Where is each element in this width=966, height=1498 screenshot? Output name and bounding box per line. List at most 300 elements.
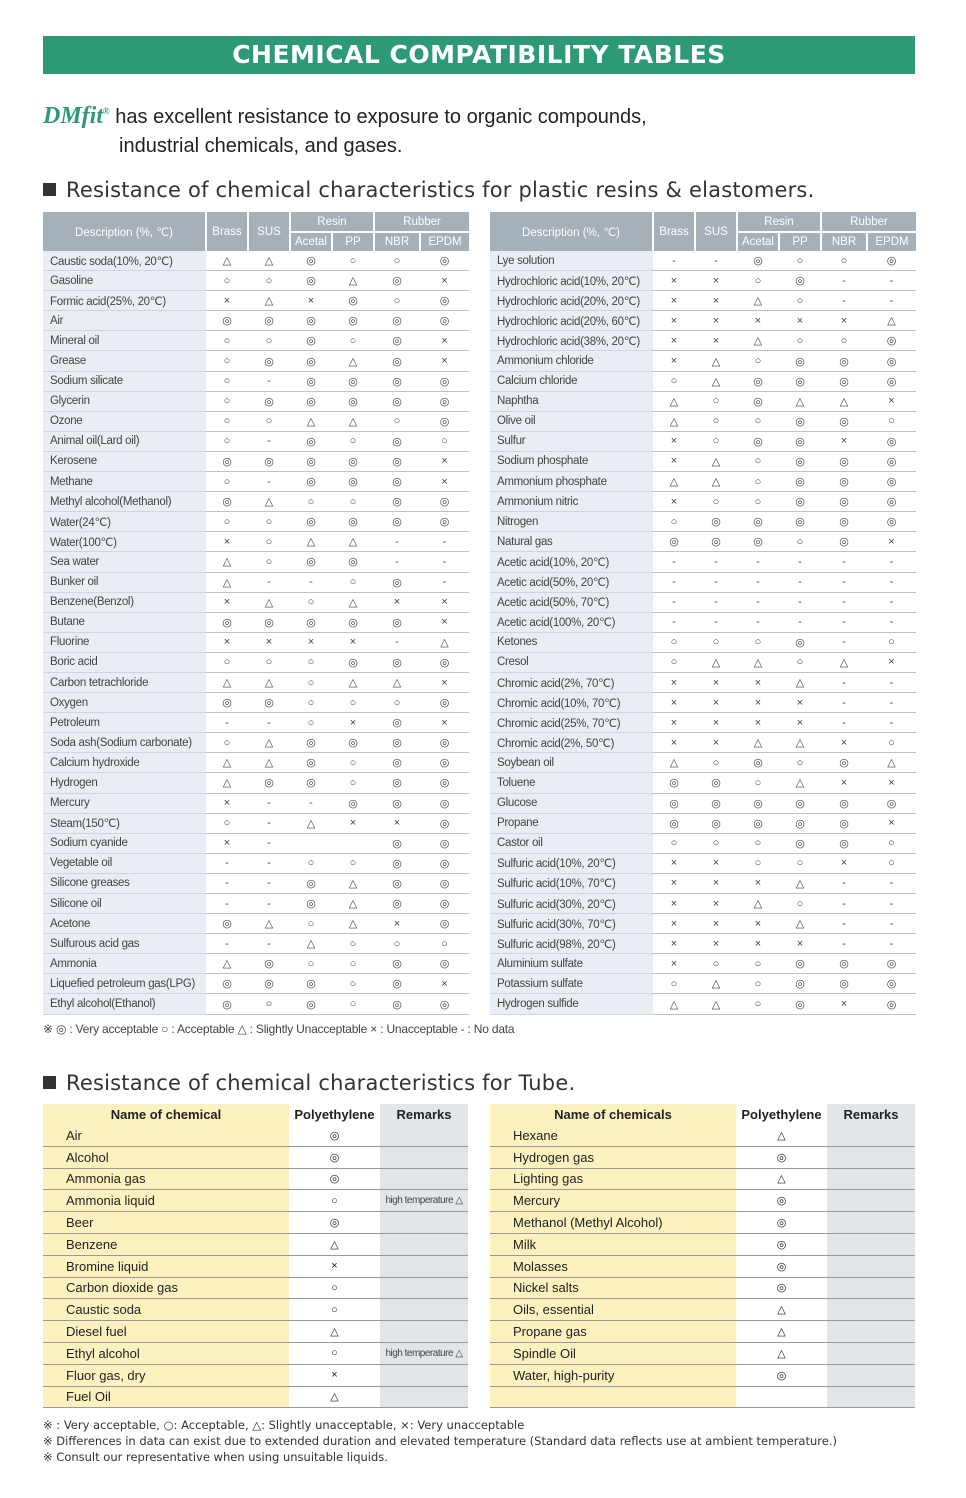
rating-cell: × [653,311,695,331]
polyethylene-rating: △ [289,1386,380,1408]
table-row [43,833,469,853]
rating-cell: ◎ [420,652,469,672]
rating-cell: ○ [695,492,737,512]
rating-cell: ◎ [821,351,867,371]
chemical-name: Water, high-purity [490,1364,736,1386]
rating-cell: - [867,934,916,954]
rating-cell: ○ [290,853,332,873]
chemical-name: Glucose [490,793,653,813]
polyethylene-rating: △ [736,1299,827,1321]
header-resin: Resin [290,212,374,232]
rating-cell: - [248,934,290,954]
table-row [490,934,916,954]
footnotes [43,1417,837,1465]
rating-cell: ◎ [248,311,290,331]
rating-cell: - [821,693,867,713]
rating-cell: ◎ [248,612,290,632]
rating-cell: × [653,492,695,512]
rating-cell: ◎ [374,572,420,592]
rating-cell [290,833,332,853]
table-row [490,813,916,833]
rating-cell: ◎ [867,472,916,492]
table-row [490,693,916,713]
rating-cell: ◎ [374,331,420,351]
rating-cell: ◎ [779,833,821,853]
chemical-name: Kerosene [43,451,206,471]
table-row [490,552,916,572]
chemical-name: Sulfuric acid(30%, 70℃) [490,914,653,934]
rating-cell: ○ [248,652,290,672]
rating-cell: ◎ [420,693,469,713]
rating-cell: ◎ [867,351,916,371]
rating-cell: - [821,592,867,612]
chemical-name: Benzene [43,1233,289,1255]
rating-cell: ◎ [867,251,916,271]
chemical-name: Sulfuric acid(98%, 20℃) [490,934,653,954]
rating-cell: - [420,532,469,552]
rating-cell: ◎ [290,351,332,371]
rating-cell: - [867,914,916,934]
polyethylene-rating: ◎ [736,1255,827,1277]
rating-cell: ◎ [374,492,420,512]
rating-cell: ○ [779,894,821,914]
chemical-name: Aluminium sulfate [490,954,653,974]
square-bullet-icon [43,183,56,196]
table-row [43,733,469,753]
table-row [490,291,916,311]
rating-cell: - [737,552,779,572]
rating-cell: × [867,532,916,552]
chemical-name: Acetic acid(50%, 70℃) [490,592,653,612]
rating-cell: × [695,693,737,713]
rating-cell: △ [332,592,374,612]
rating-cell: ○ [737,271,779,291]
table-row [490,994,916,1014]
polyethylene-rating: △ [736,1321,827,1343]
rating-cell: - [374,552,420,572]
table-row [43,1146,468,1168]
rating-cell: ◎ [867,954,916,974]
remarks-cell [827,1190,915,1212]
chemical-name: Carbon dioxide gas [43,1277,289,1299]
rating-cell: ◎ [374,271,420,291]
rating-cell: ◎ [779,351,821,371]
rating-cell: △ [332,873,374,893]
rating-cell: ○ [332,853,374,873]
rating-cell: ◎ [420,411,469,431]
rating-cell: - [420,572,469,592]
chemical-name: Oxygen [43,693,206,713]
chemical-name: Beer [43,1212,289,1234]
chemical-name: Sulfuric acid(30%, 20℃) [490,894,653,914]
rating-cell: △ [248,753,290,773]
table-row [490,1168,915,1190]
table-row [43,1255,468,1277]
table-row [43,552,469,572]
rating-cell: × [653,672,695,692]
chemical-name: Ammonium chloride [490,351,653,371]
rating-cell: - [821,291,867,311]
rating-cell: ◎ [374,311,420,331]
table-row [490,1364,915,1386]
chemical-name: Bromine liquid [43,1255,289,1277]
polyethylene-rating: ◎ [289,1212,380,1234]
rating-cell: × [206,793,248,813]
chemical-name: Sodium phosphate [490,451,653,471]
chemical-name: Hydrogen [43,773,206,793]
rating-cell: - [821,572,867,592]
rating-cell: × [737,693,779,713]
table-row [43,451,469,471]
resin-table-right [490,212,916,1015]
rating-cell: ◎ [779,411,821,431]
chemical-name: Benzene(Benzol) [43,592,206,612]
chemical-name: Toluene [490,773,653,793]
polyethylene-rating: ○ [289,1299,380,1321]
rating-cell: △ [290,411,332,431]
rating-cell: △ [332,271,374,291]
polyethylene-rating: △ [736,1125,827,1146]
rating-cell: × [420,271,469,291]
header-pp: PP [779,232,821,251]
rating-cell: ◎ [821,813,867,833]
rating-cell: ○ [374,693,420,713]
rating-cell: × [821,994,867,1014]
chemical-name: Animal oil(Lard oil) [43,431,206,451]
chemical-name: Alcohol [43,1146,289,1168]
chemical-name: Vegetable oil [43,853,206,873]
remarks-cell [380,1255,468,1277]
chemical-name: Fluorine [43,632,206,652]
rating-cell: × [737,934,779,954]
remarks-cell: high temperature △ [380,1190,468,1212]
rating-cell: ○ [867,632,916,652]
rating-cell: - [821,672,867,692]
rating-cell: × [653,914,695,934]
rating-cell: ◎ [290,773,332,793]
rating-cell: - [653,592,695,612]
header-acetal: Acetal [737,232,779,251]
rating-cell: ◎ [420,793,469,813]
chemical-name: Chromic acid(2%, 70℃) [490,672,653,692]
rating-cell: ◎ [779,431,821,451]
rating-cell: × [653,934,695,954]
table-row [43,371,469,391]
rating-cell: ◎ [420,773,469,793]
chemical-name: Diesel fuel [43,1321,289,1343]
rating-cell: ○ [248,331,290,351]
rating-cell: - [821,934,867,954]
rating-cell: ○ [695,753,737,773]
rating-cell: ◎ [248,351,290,371]
chemical-name: Ethyl alcohol [43,1342,289,1364]
rating-cell: ◎ [248,693,290,713]
rating-cell: △ [695,451,737,471]
rating-cell: ○ [695,833,737,853]
rating-cell: △ [867,311,916,331]
rating-cell: △ [248,251,290,271]
rating-cell: ◎ [779,994,821,1014]
table-row [490,1321,915,1343]
rating-cell: ◎ [332,733,374,753]
header-brass: Brass [653,212,695,251]
polyethylene-rating: ◎ [736,1146,827,1168]
table-row [43,251,469,271]
rating-cell: ◎ [867,793,916,813]
rating-cell: △ [248,492,290,512]
table-row [43,532,469,552]
rating-cell: ◎ [374,873,420,893]
rating-cell: △ [821,391,867,411]
chemical-name: Ammonium nitric [490,492,653,512]
polyethylene-rating: ○ [289,1190,380,1212]
chemical-name: Calcium hydroxide [43,753,206,773]
rating-cell: - [821,914,867,934]
rating-cell: × [737,713,779,733]
rating-cell: △ [779,773,821,793]
rating-cell: ◎ [290,391,332,411]
rating-cell: ○ [206,351,248,371]
table-row [43,592,469,612]
rating-cell: × [290,291,332,311]
rating-cell: ◎ [206,693,248,713]
footnote-1: ※ : Very acceptable, ○: Acceptable, △: Slightly unacceptable, ×: Very unacceptable [43,1418,525,1432]
rating-cell: ○ [779,652,821,672]
rating-cell: ◎ [420,914,469,934]
rating-cell: × [653,954,695,974]
chemical-name: Sodium cyanide [43,833,206,853]
remarks-cell [380,1299,468,1321]
rating-cell: △ [290,934,332,954]
rating-cell: △ [290,813,332,833]
rating-cell: ○ [374,411,420,431]
rating-cell: ○ [206,512,248,532]
chemical-name: Natural gas [490,532,653,552]
rating-cell: - [695,592,737,612]
remarks-cell [827,1364,915,1386]
rating-cell: ○ [206,733,248,753]
rating-cell: △ [332,351,374,371]
chemical-name: Ammonia liquid [43,1190,289,1212]
rating-cell: ○ [779,753,821,773]
table-row [490,632,916,652]
polyethylene-rating: ◎ [289,1146,380,1168]
chemical-name: Sea water [43,552,206,572]
chemical-name: Fuel Oil [43,1386,289,1408]
rating-cell: ◎ [332,612,374,632]
table-row [43,1190,468,1212]
chemical-name: Castor oil [490,833,653,853]
chemical-name: Air [43,1125,289,1146]
rating-cell: ◎ [374,451,420,471]
chemical-name: Sulfur [490,431,653,451]
rating-cell: × [653,271,695,291]
chemical-name: Ketones [490,632,653,652]
rating-cell: ○ [695,632,737,652]
rating-cell: △ [779,733,821,753]
chemical-name: Chromic acid(2%, 50℃) [490,733,653,753]
rating-cell: - [248,873,290,893]
chemical-name: Cresol [490,652,653,672]
rating-cell: ○ [290,592,332,612]
rating-cell: × [653,451,695,471]
table-row [490,1146,915,1168]
rating-cell: ◎ [290,271,332,291]
rating-cell: - [290,572,332,592]
rating-cell: ○ [867,853,916,873]
rating-cell: × [695,311,737,331]
chemical-name: Nickel salts [490,1277,736,1299]
rating-cell: × [737,873,779,893]
polyethylene-rating: △ [736,1342,827,1364]
rating-cell: ◎ [779,632,821,652]
footnote-2: ※ Differences in data can exist due to extended duration and elevated temperature (Standard data reflects use at ambient temperature.) [43,1434,837,1448]
rating-cell: × [420,672,469,692]
rating-cell: - [248,793,290,813]
rating-cell: △ [779,873,821,893]
table-row [490,431,916,451]
rating-cell: - [737,592,779,612]
rating-cell: ○ [737,954,779,974]
rating-cell: × [867,813,916,833]
rating-cell: × [653,291,695,311]
table-row [43,572,469,592]
intro-line-2: industrial chemicals, and gases. [119,135,403,157]
rating-cell: × [653,351,695,371]
rating-cell: ◎ [420,853,469,873]
polyethylene-rating: ◎ [736,1233,827,1255]
chemical-name: Methane [43,472,206,492]
table-row [490,914,916,934]
rating-cell: ○ [206,472,248,492]
rating-cell: × [420,351,469,371]
rating-cell: - [374,632,420,652]
rating-cell: ○ [737,773,779,793]
rating-cell: - [867,572,916,592]
section-title-tube: Resistance of chemical characteristics for Tube. [43,1071,575,1095]
rating-cell: ◎ [248,773,290,793]
rating-cell: ◎ [290,311,332,331]
table-row [43,411,469,431]
rating-cell: ◎ [290,894,332,914]
rating-cell: × [821,733,867,753]
remarks-cell [827,1299,915,1321]
rating-cell: ○ [737,994,779,1014]
rating-cell: - [821,894,867,914]
rating-cell: × [420,451,469,471]
rating-cell: △ [867,753,916,773]
header-resin: Resin [737,212,821,232]
rating-cell: ○ [290,492,332,512]
header-description: Description (%, ℃) [43,212,206,251]
table-row [490,351,916,371]
rating-cell: ◎ [290,612,332,632]
polyethylene-rating: △ [736,1168,827,1190]
rating-cell: ○ [779,853,821,873]
rating-cell: ○ [867,411,916,431]
rating-cell: - [821,632,867,652]
remarks-cell [827,1233,915,1255]
rating-cell: ○ [374,251,420,271]
header-epdm: EPDM [867,232,916,251]
chemical-name: Soda ash(Sodium carbonate) [43,733,206,753]
rating-cell: △ [206,572,248,592]
table-row [43,793,469,813]
table-row [43,713,469,733]
rating-cell: ○ [695,431,737,451]
rating-cell: × [695,853,737,873]
rating-cell: ○ [248,411,290,431]
rating-cell: ◎ [737,391,779,411]
table-row [43,974,469,994]
chemical-name: Water(100℃) [43,532,206,552]
rating-cell: × [737,914,779,934]
rating-cell: △ [206,672,248,692]
rating-cell: ○ [737,492,779,512]
chemical-name: Liquefied petroleum gas(LPG) [43,974,206,994]
polyethylene-rating: △ [289,1321,380,1343]
table-row [43,331,469,351]
rating-cell: ◎ [821,793,867,813]
rating-cell: ◎ [737,512,779,532]
rating-cell: - [821,271,867,291]
rating-cell: ○ [206,271,248,291]
rating-cell: - [867,713,916,733]
chemical-name: Acetic acid(100%, 20℃) [490,612,653,632]
rating-cell: - [653,612,695,632]
rating-cell: - [206,894,248,914]
remarks-cell [380,1233,468,1255]
header-rubber: Rubber [821,212,916,232]
rating-cell: ◎ [374,994,420,1014]
rating-cell: ◎ [653,532,695,552]
rating-cell: ○ [420,934,469,954]
chemical-name: Calcium chloride [490,371,653,391]
rating-cell: ◎ [332,652,374,672]
rating-cell: ◎ [374,351,420,371]
rating-cell: - [779,592,821,612]
rating-cell: - [653,251,695,271]
rating-cell: ◎ [737,251,779,271]
rating-cell: ◎ [374,652,420,672]
rating-cell: × [206,632,248,652]
rating-cell: - [867,693,916,713]
rating-cell: - [248,894,290,914]
rating-cell: ◎ [206,451,248,471]
rating-cell: ◎ [867,451,916,471]
rating-cell: × [332,632,374,652]
chemical-name: Milk [490,1233,736,1255]
rating-cell: △ [737,652,779,672]
rating-cell: ○ [695,954,737,974]
rating-cell: ◎ [420,291,469,311]
table-row [43,472,469,492]
rating-cell: × [695,672,737,692]
rating-cell: ◎ [374,371,420,391]
rating-cell: × [374,592,420,612]
rating-cell: × [779,934,821,954]
rating-cell: ○ [737,974,779,994]
rating-cell: × [420,331,469,351]
rating-cell: × [420,974,469,994]
rating-cell: ◎ [290,974,332,994]
table-row [490,492,916,512]
rating-cell: △ [695,974,737,994]
polyethylene-rating: ◎ [736,1364,827,1386]
header-chemical-name: Name of chemical [43,1104,289,1125]
chemical-name: Soybean oil [490,753,653,773]
rating-cell: ◎ [420,492,469,512]
